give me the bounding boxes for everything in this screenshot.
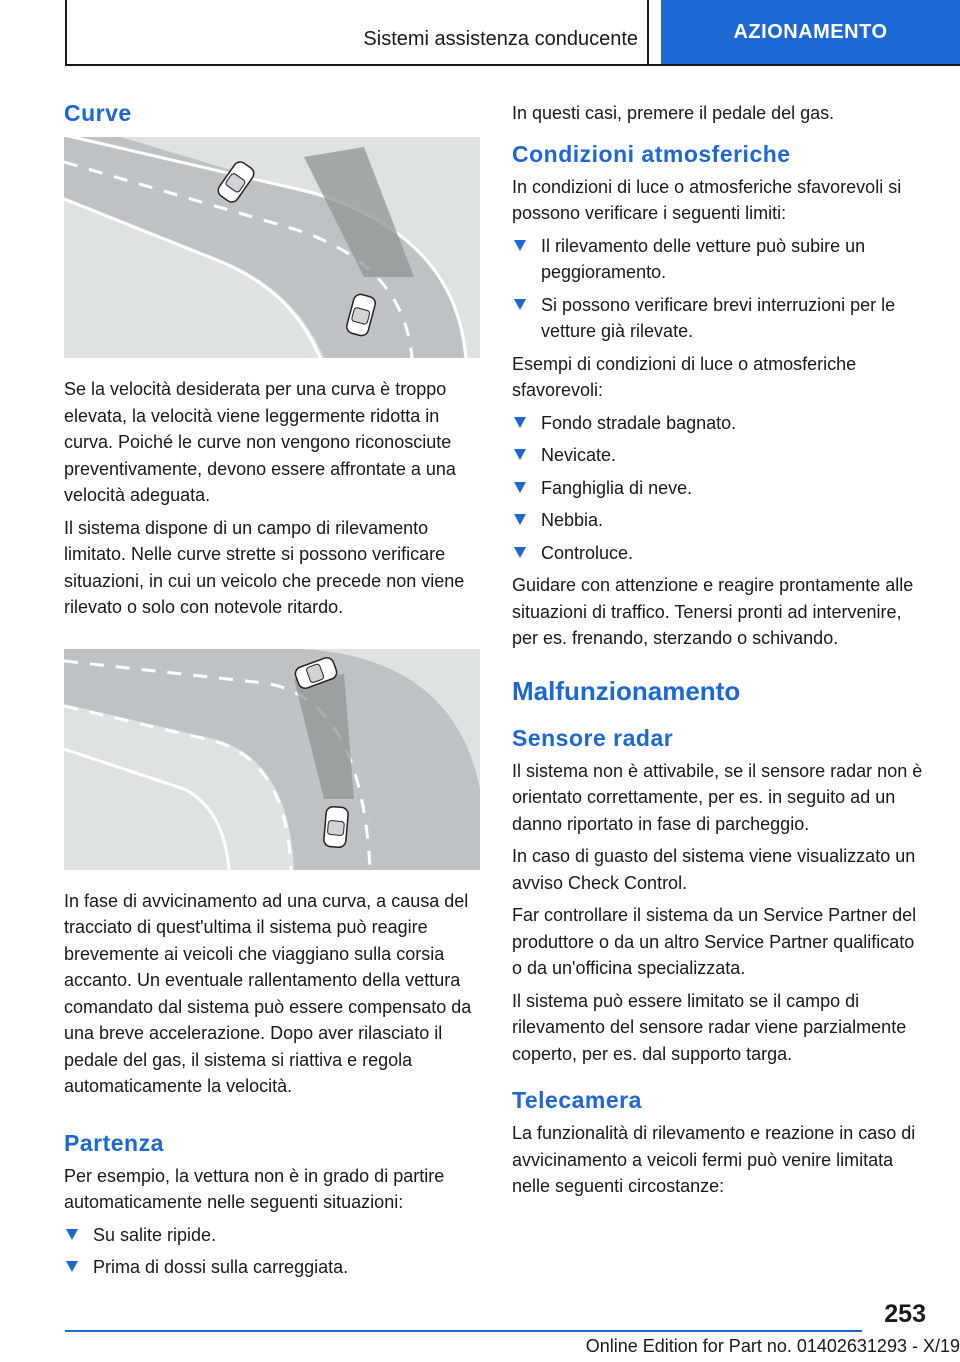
list-item: Il rilevamento delle vetture può subire un peggioramento. <box>512 233 926 286</box>
bullet-triangle-icon <box>514 482 526 493</box>
footer-edition: Online Edition for Part no. 01402631293 - X/19 <box>585 1336 960 1356</box>
header-section-title: Sistemi assistenza conducente <box>363 28 638 50</box>
section-title-telecamera: Telecamera <box>512 1087 642 1113</box>
curve-illustration-1 <box>64 137 480 358</box>
partenza-paragraph: Per esempio, la vettura non è in grado di partire automaticamente nelle seguenti situazioni: <box>64 1165 445 1212</box>
bullet-triangle-icon <box>514 240 526 251</box>
radar-paragraph-3: Far controllare il sistema da un Service Partner del produttore o da un altro Service Partner qualificato o da un'officina specializzata. <box>512 905 917 978</box>
list-item: Si possono verificare brevi interruzioni per le vetture già rilevate. <box>512 292 926 345</box>
list-item: Fanghiglia di neve. <box>512 475 926 502</box>
list-item: Prima di dossi sulla carreggiata. <box>64 1254 480 1281</box>
page-number: 253 <box>884 1300 926 1328</box>
header-separator <box>647 0 649 66</box>
section-title-malfunzionamento: Malfunzionamento <box>512 675 741 706</box>
bullet-triangle-icon <box>514 417 526 428</box>
partenza-list <box>64 1222 480 1281</box>
radar-paragraph-1: Il sistema non è attivabile, se il sensore radar non è orientato correttamente, per es. in seguito ad un danno riportato in fase di parcheggio. <box>512 760 923 834</box>
condizioni-paragraph-1: In condizioni di luce o atmosferiche sfavorevoli si possono verificare i seguenti limiti: <box>512 176 902 223</box>
header-left-rule <box>65 0 67 66</box>
bullet-triangle-icon <box>66 1229 78 1240</box>
list-item: Controluce. <box>512 540 926 567</box>
left-column <box>64 100 480 1287</box>
header-rule <box>65 64 960 66</box>
list-item: Nebbia. <box>512 507 926 534</box>
list-item: Fondo stradale bagnato. <box>512 410 926 437</box>
condizioni-list-1 <box>512 233 926 345</box>
header-chapter-tab: AZIONAMENTO <box>661 0 960 64</box>
bullet-triangle-icon <box>514 449 526 460</box>
section-title-sensore-radar: Sensore radar <box>512 724 674 751</box>
list-item: Nevicate. <box>512 442 926 469</box>
curve-paragraph-1: Se la velocità desiderata per una curva è troppo elevata, la velocità viene leggermente ridotta in curva. Poiché le curve non vengono riconosciute preventivamente, devono essere affrontate a una velocità adeguata. <box>64 379 456 505</box>
bullet-triangle-icon <box>514 514 526 525</box>
curve-paragraph-2: Il sistema dispone di un campo di rilevamento limitato. Nelle curve strette si possono verificare situazioni, in cui un veicolo che precede non viene rilevato o solo con notevole ritardo. <box>64 517 465 617</box>
footer-rule <box>65 1330 862 1332</box>
condizioni-paragraph-3: Guidare con attenzione e reagire prontamente alle situazioni di traffico. Tenersi pronti ad intervenire, per es. frenando, sterzando o schivando. <box>512 575 914 648</box>
right-column <box>512 100 926 1206</box>
bullet-triangle-icon <box>514 547 526 558</box>
bullet-triangle-icon <box>66 1261 78 1272</box>
curve-illustration-2 <box>64 649 480 870</box>
gas-paragraph: In questi casi, premere il pedale del gas. <box>512 103 835 123</box>
section-title-curve: Curve <box>64 100 132 126</box>
list-item: Su salite ripide. <box>64 1222 480 1249</box>
curve-paragraph-3: In fase di avvicinamento ad una curva, a causa del tracciato di quest'ultima il sistema può reagire brevemente ai veicoli che viaggiano sulla corsia accanto. Un eventuale rallentamento della vettura comandato dal sistema può essere compensato da una breve accelerazione. Dopo aver rilasciato il pedale del gas, il sistema si riattiva e regola automaticamente la velocità. <box>64 890 472 1096</box>
section-title-condizioni: Condizioni atmosferiche <box>512 140 791 167</box>
condizioni-paragraph-2: Esempi di condizioni di luce o atmosferiche sfavorevoli: <box>512 353 857 400</box>
radar-paragraph-2: In caso di guasto del sistema viene visualizzato un avviso Check Control. <box>512 846 916 893</box>
section-title-partenza: Partenza <box>64 1129 164 1156</box>
telecamera-paragraph: La funzionalità di rilevamento e reazione in caso di avvicinamento a veicoli fermi può venire limitata nelle seguenti circostanze: <box>512 1123 916 1196</box>
bullet-triangle-icon <box>514 299 526 310</box>
condizioni-list-2 <box>512 410 926 567</box>
radar-paragraph-4: Il sistema può essere limitato se il campo di rilevamento del sensore radar viene parzialmente coperto, per es. dal supporto targa. <box>512 990 907 1064</box>
